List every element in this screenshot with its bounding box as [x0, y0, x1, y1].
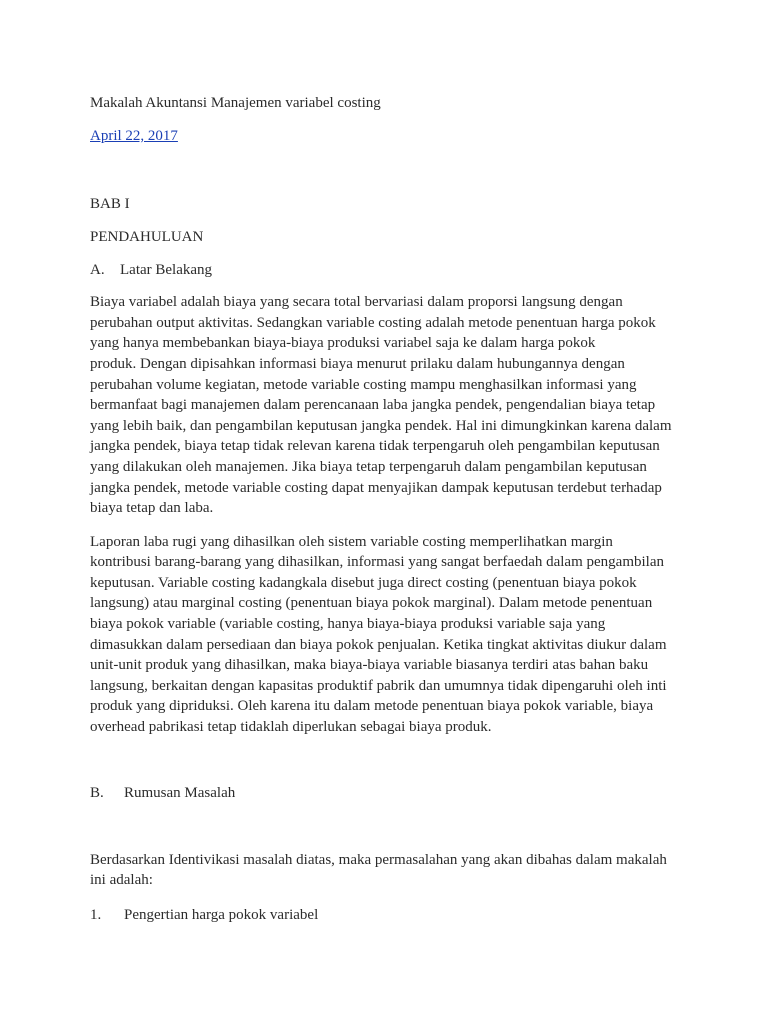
- paragraph-2-line: kontribusi barang-barang yang dihasilkan, informasi yang sangat berfaedah dalam pengambilan: [90, 554, 664, 570]
- section-b-heading: [90, 784, 235, 802]
- paragraph-1-line: Biaya variabel adalah biaya yang secara total bervariasi dalam proporsi langsung dengan: [90, 294, 623, 310]
- list-item-marker: 1.: [90, 907, 102, 923]
- paragraph-1-line: jangka pendek, metode variable costing dapat menyajikan dampak keputusan terdebut terhadap: [90, 480, 662, 496]
- paragraph-1-line: yang lebih baik, dan pengambilan keputusan jangka pendek. Hal ini dimungkinkan karena dalam: [90, 418, 672, 434]
- section-a-title: Latar Belakang: [120, 262, 213, 278]
- section-b-marker: B.: [90, 785, 104, 801]
- chapter-label: BAB I: [90, 196, 130, 212]
- paragraph-3-line: Berdasarkan Identivikasi masalah diatas, maka permasalahan yang akan dibahas dalam makalah: [90, 852, 667, 868]
- paragraph-3-line: ini adalah:: [90, 872, 153, 888]
- section-b-title: Rumusan Masalah: [124, 785, 236, 801]
- paragraph-1-line: produk. Dengan dipisahkan informasi biaya menurut prilaku dalam hubungannya dengan: [90, 356, 625, 372]
- paragraph-2-line: produk yang dipriduksi. Oleh karena itu dalam metode penentuan biaya pokok variable, biaya: [90, 698, 654, 714]
- document-title: Makalah Akuntansi Manajemen variabel costing: [90, 95, 381, 111]
- paragraph-1-line: biaya tetap dan laba.: [90, 500, 214, 516]
- list-item: [90, 906, 318, 924]
- paragraph-2-line: overhead pabrikasi tetap tidaklah diperlukan sebagai biaya produk.: [90, 719, 492, 735]
- paragraph-1-line: yang hanya membebankan biaya-biaya produksi variabel saja ke dalam harga pokok: [90, 335, 596, 351]
- section-a-heading: [90, 261, 212, 279]
- paragraph-2-line: langsung, berkaitan dengan kapasitas produktif pabrik dan umumnya tidak dipengaruhi oleh inti: [90, 678, 667, 694]
- paragraph-2-line: keputusan. Variable costing kadangkala disebut juga direct costing (penentuan biaya pokok: [90, 575, 637, 591]
- paragraph-1-line: perubahan volume kegiatan, metode variable costing mampu menghasilkan informasi yang: [90, 377, 637, 393]
- paragraph-2-line: Laporan laba rugi yang dihasilkan oleh sistem variable costing memperlihatkan margin: [90, 534, 613, 550]
- paragraph-2-line: unit-unit produk yang dihasilkan, maka biaya-biaya variable biasanya terdiri atas bahan baku: [90, 657, 649, 673]
- paragraph-2-line: biaya pokok variable (variable costing, hanya biaya-biaya produksi variable saja yang: [90, 616, 606, 632]
- paragraph-1-line: jangka pendek, biaya tetap tidak relevan karena tidak terpengaruh oleh pengambilan keputusan: [90, 438, 660, 454]
- chapter-title: PENDAHULUAN: [90, 229, 204, 245]
- paragraph-1-line: perubahan output aktivitas. Sedangkan variable costing adalah metode penentuan harga pokok: [90, 315, 656, 331]
- post-date-link[interactable]: April 22, 2017: [90, 128, 178, 144]
- paragraph-1-line: yang dilakukan oleh manajemen. Jika biaya tetap terpengaruh dalam pengambilan keputusan: [90, 459, 647, 475]
- paragraph-1-line: bermanfaat bagi manajemen dalam perencanaan laba jangka pendek, pengendalian biaya tetap: [90, 397, 656, 413]
- section-a-marker: A.: [90, 262, 105, 278]
- paragraph-2-line: dimasukkan dalam persediaan dan biaya pokok penjualan. Ketika tingkat aktivitas diukur dalam: [90, 637, 667, 653]
- list-item-text: Pengertian harga pokok variabel: [124, 907, 319, 923]
- paragraph-2-line: langsung) atau marginal costing (penentuan biaya pokok marginal). Dalam metode penentuan: [90, 595, 653, 611]
